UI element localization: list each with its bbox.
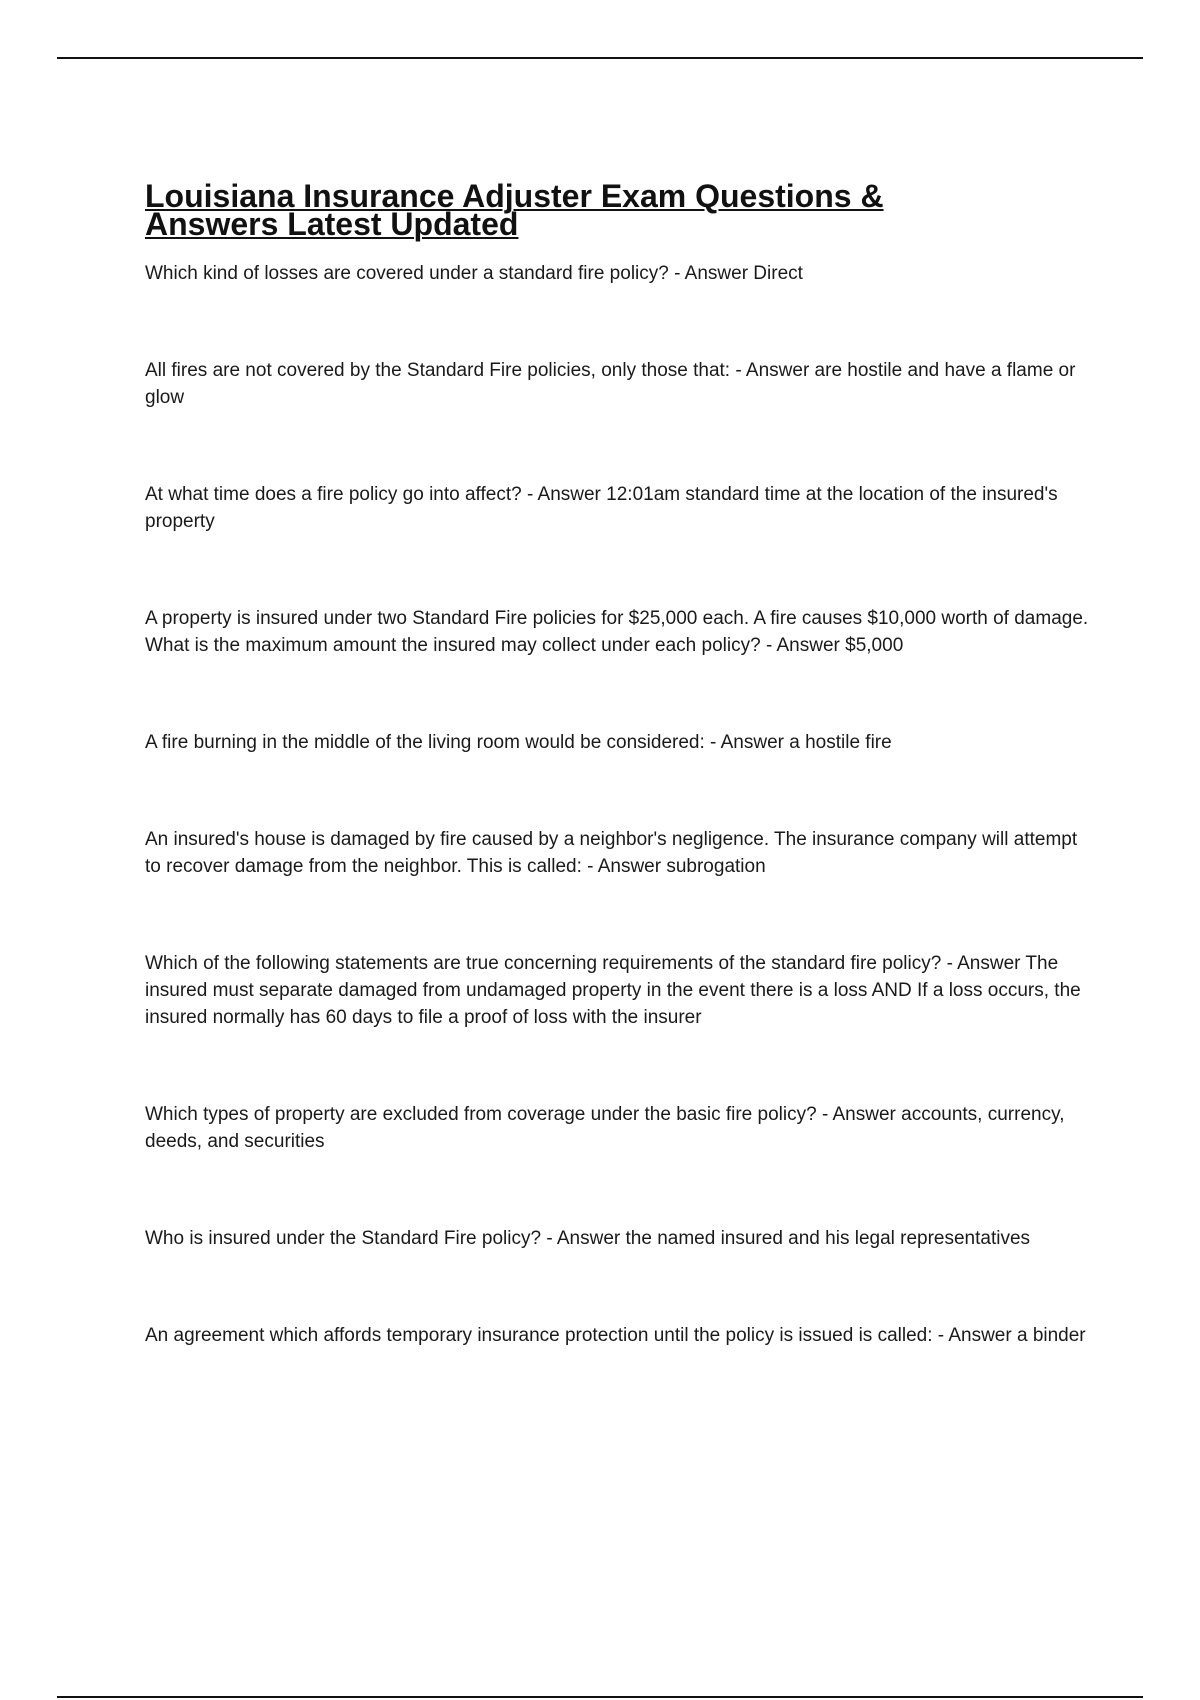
document-body (145, 178, 1090, 1349)
document-title (145, 178, 965, 242)
document-title-text: Louisiana Insurance Adjuster Exam Questions & Answers Latest Updated (145, 178, 884, 242)
qa-item: A property is insured under two Standard Fire policies for $25,000 each. A fire causes $10,000 worth of damage. What is the maximum amount the insured may collect under each policy? - Answer $5,000 (145, 608, 1089, 656)
qa-list (145, 260, 1090, 1349)
qa-item: Which types of property are excluded from coverage under the basic fire policy? - Answer accounts, currency, deeds, and securities (145, 1104, 1065, 1152)
bottom-rule (57, 1696, 1143, 1698)
qa-item: Which of the following statements are true concerning requirements of the standard fire policy? - Answer The insured must separate damaged from undamaged property in the event there is a loss AND If a loss occurs, the insured normally has 60 days to file a proof of loss with the insurer (145, 953, 1081, 1028)
qa-item: An agreement which affords temporary insurance protection until the policy is issued is called: - Answer a binder (145, 1325, 1086, 1346)
qa-item: Which kind of losses are covered under a standard fire policy? - Answer Direct (145, 263, 803, 284)
qa-item: An insured's house is damaged by fire caused by a neighbor's negligence. The insurance company will attempt to recover damage from the neighbor. This is called: - Answer subrogation (145, 829, 1078, 877)
qa-item: All fires are not covered by the Standard Fire policies, only those that: - Answer are hostile and have a flame or glow (145, 360, 1076, 408)
qa-item: A fire burning in the middle of the living room would be considered: - Answer a hostile fire (145, 732, 892, 753)
qa-item: Who is insured under the Standard Fire policy? - Answer the named insured and his legal representatives (145, 1228, 1031, 1249)
qa-item: At what time does a fire policy go into affect? - Answer 12:01am standard time at the location of the insured's property (145, 484, 1058, 532)
top-rule (57, 57, 1143, 59)
